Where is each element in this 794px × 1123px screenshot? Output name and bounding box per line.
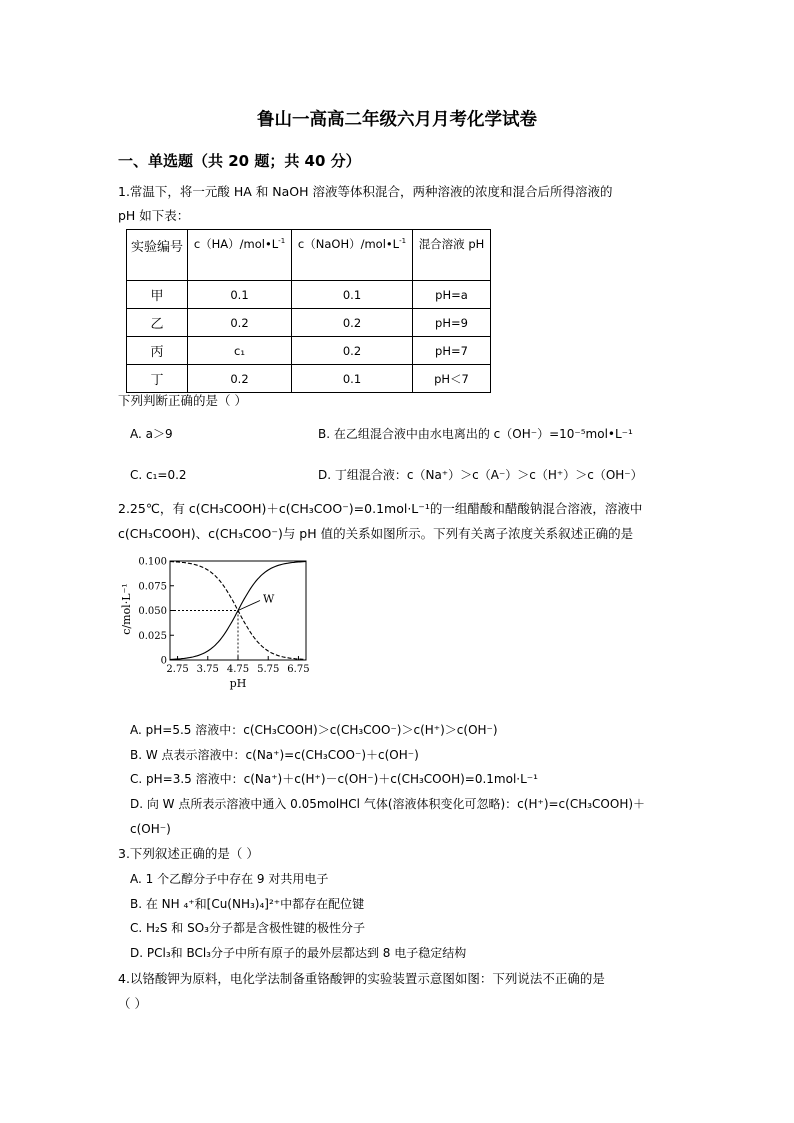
q2-option-b: B. W 点表示溶液中：c(Na⁺)=c(CH₃COO⁻)＋c(OH⁻) [130, 748, 419, 762]
cell-id: 丙 [127, 337, 188, 365]
x-tick-label: 6.75 [287, 664, 310, 675]
cell-ph: pH=a [413, 281, 491, 309]
q3-option-b: B. 在 NH ₄⁺和[Cu(NH₃)₄]²⁺中都存在配位键 [130, 897, 365, 911]
y-tick-label: 0.075 [138, 581, 167, 593]
q2-stem-line1: 2.25℃，有 c(CH₃COOH)＋c(CH₃COO⁻)=0.1mol·L⁻¹的一组醋酸和醋酸钠混合溶液，溶液中 [118, 501, 643, 516]
y-tick-label: 0.100 [138, 556, 167, 568]
header-cell-ph: 混合溶液 pH [413, 230, 491, 281]
x-axis-label: pH [229, 677, 247, 690]
w-pointer [238, 601, 260, 611]
cell-ph: pH＜7 [413, 365, 491, 393]
q2-concentration-chart [118, 553, 318, 693]
cell-ha: 0.2 [188, 309, 292, 337]
header-naoh-text: c（NaOH）/mol•L [297, 237, 400, 251]
y-tick-label: 0.025 [138, 630, 167, 642]
q1-option-c: C. c₁=0.2 [130, 468, 187, 482]
q1-option-a: A. a＞9 [130, 427, 173, 441]
q1-stem-line2: pH 如下表： [118, 208, 190, 223]
cell-ph: pH=7 [413, 337, 491, 365]
q3-option-a: A. 1 个乙醇分子中存在 9 对共用电子 [130, 872, 329, 886]
cell-ha: c₁ [188, 337, 292, 365]
section-heading: 一、单选题（共 20 题；共 40 分） [118, 152, 361, 170]
x-tick-label: 4.75 [226, 664, 250, 675]
q1-after-table: 下列判断正确的是（ ） [118, 393, 247, 408]
y-tick-label: 0 [160, 655, 167, 667]
cell-naoh: 0.1 [292, 281, 413, 309]
cell-id: 丁 [127, 365, 188, 393]
table-row [127, 309, 491, 337]
y-tick-label: 0.050 [138, 606, 167, 617]
w-point-label: W [263, 592, 275, 606]
cell-naoh: 0.2 [292, 337, 413, 365]
q2-option-a: A. pH=5.5 溶液中：c(CH₃COOH)＞c(CH₃COO⁻)＞c(H⁺)＞c(OH⁻) [130, 723, 498, 737]
header-ha-text: c（HA）/mol•L [193, 237, 279, 251]
header-cell-naoh [292, 230, 413, 281]
page-title: 鲁山一高高二年级六月月考化学试卷 [257, 110, 537, 130]
cell-naoh: 0.2 [292, 309, 413, 337]
table-header-row [127, 230, 491, 281]
q2-option-d-line1: D. 向 W 点所表示溶液中通入 0.05molHCl 气体(溶液体积变化可忽略)：c(H⁺)=c(CH₃COOH)＋ [130, 797, 646, 811]
q3-stem: 3.下列叙述正确的是（ ） [118, 846, 259, 861]
cell-ph: pH=9 [413, 309, 491, 337]
header-ha-sup: -1 [278, 237, 286, 246]
header-cell-ha [188, 230, 292, 281]
q2-option-c: C. pH=3.5 溶液中：c(Na⁺)＋c(H⁺)－c(OH⁻)＋c(CH₃COOH)=0.1mol·L⁻¹ [130, 772, 538, 786]
q1-option-d: D. 丁组混合液：c（Na⁺）＞c（A⁻）＞c（H⁺）＞c（OH⁻） [318, 468, 643, 482]
x-tick-label: 2.75 [166, 664, 189, 675]
table-row [127, 337, 491, 365]
q4-stem-line1: 4.以铬酸钾为原料，电化学法制备重铬酸钾的实验装置示意图如图：下列说法不正确的是 [118, 971, 605, 986]
cell-id: 甲 [127, 281, 188, 309]
y-axis-label: c/mol·L⁻¹ [120, 583, 133, 635]
q2-stem-line2: c(CH₃COOH)、c(CH₃COO⁻)与 pH 值的关系如图所示。下列有关离子浓度关系叙述正确的是 [118, 526, 634, 541]
table-row [127, 365, 491, 393]
q2-option-d-line2: c(OH⁻) [130, 822, 171, 836]
q1-stem-line1: 1.常温下，将一元酸 HA 和 NaOH 溶液等体积混合，两种溶液的浓度和混合后所得溶液的 [118, 184, 613, 199]
cell-ha: 0.2 [188, 365, 292, 393]
table-row [127, 281, 491, 309]
header-cell-id: 实验编号 [127, 230, 188, 281]
q3-option-c: C. H₂S 和 SO₃分子都是含极性键的极性分子 [130, 921, 365, 935]
q3-option-d: D. PCl₃和 BCl₃分子中所有原子的最外层都达到 8 电子稳定结构 [130, 946, 467, 960]
q1-option-b: B. 在乙组混合液中由水电离出的 c（OH⁻）=10⁻⁵mol•L⁻¹ [318, 427, 633, 441]
x-tick-label: 5.75 [257, 664, 280, 675]
cell-id: 乙 [127, 309, 188, 337]
x-tick-label: 3.75 [196, 664, 219, 675]
q1-experiment-table [126, 229, 491, 393]
q4-stem-line2: （ ） [118, 996, 147, 1011]
cell-ha: 0.1 [188, 281, 292, 309]
cell-naoh: 0.1 [292, 365, 413, 393]
header-naoh-sup: -1 [399, 237, 407, 246]
